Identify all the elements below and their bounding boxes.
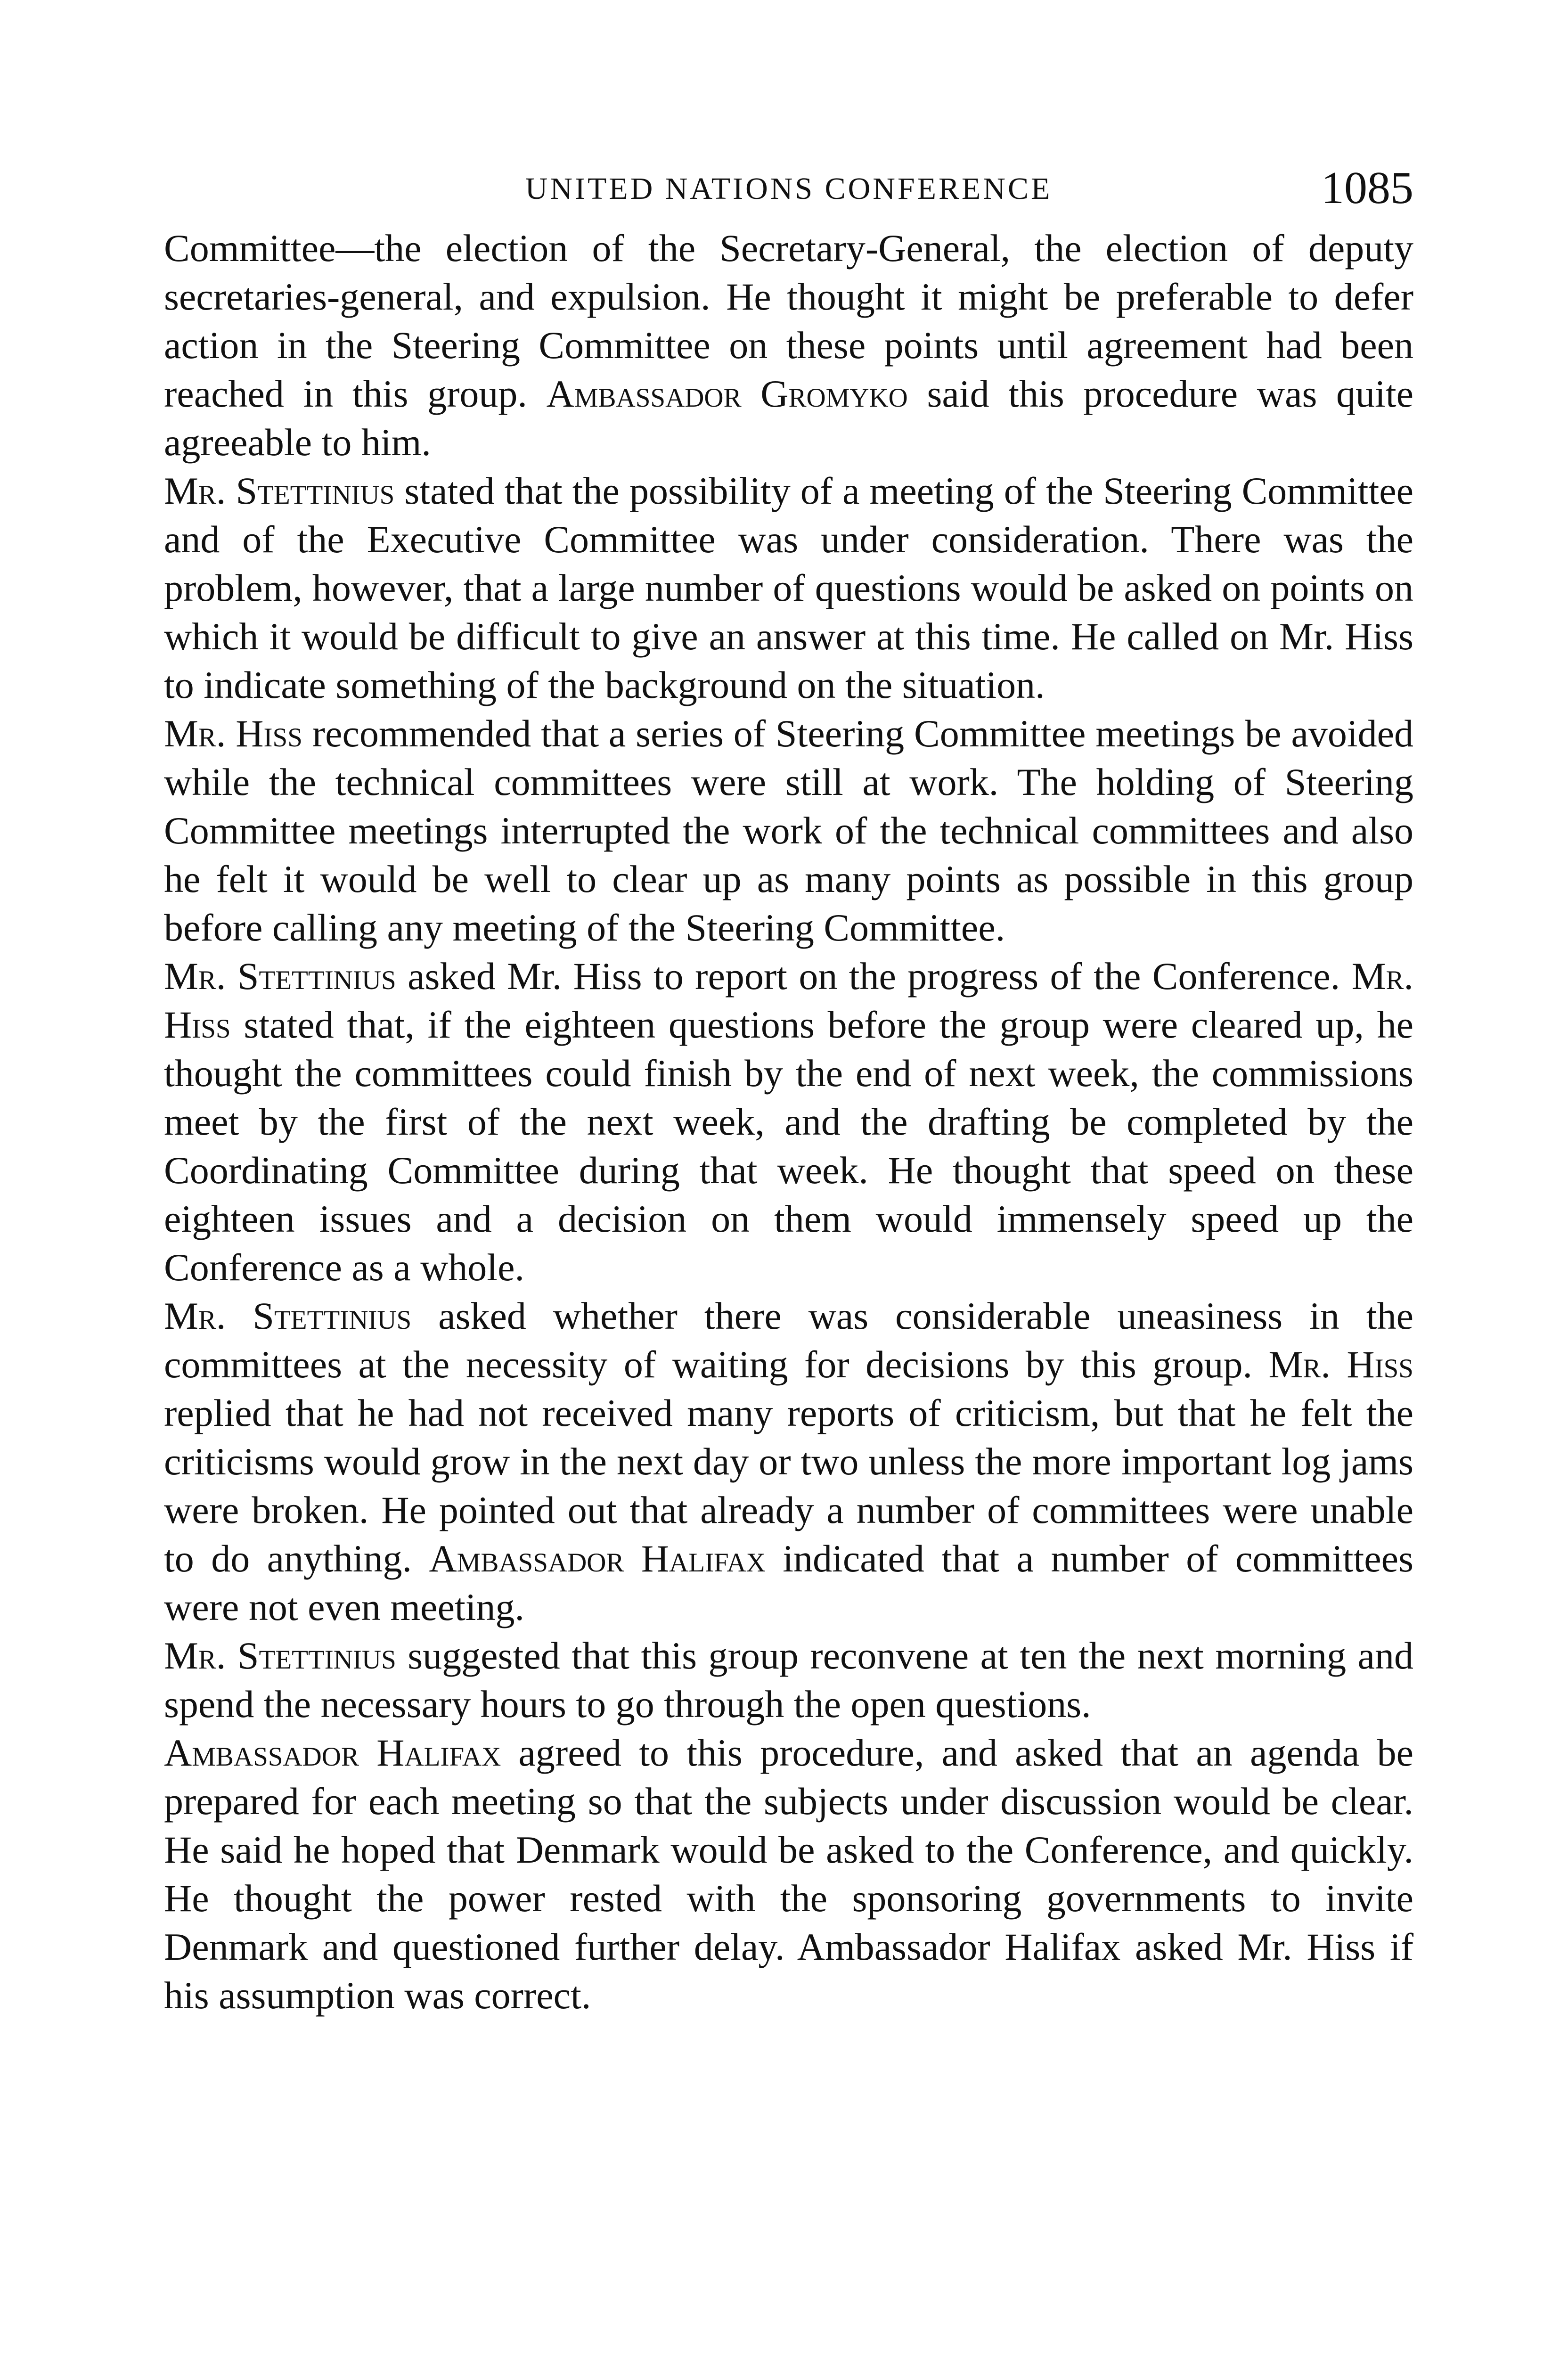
text-segment: Committee—the election of the Secretary-General, the election of deputy secretaries-general, and expulsion. He thought it might be preferable to defer action in the Steering Committee on these points until agreement had been reached in this group. bbox=[164, 227, 1413, 415]
text-segment: recommended that a series of Steering Committee meetings be avoided while the technical committees were still at work. The holding of Steering Committee meetings interrupted the work of the technical committees and also he felt it would be well to clear up as many points as possible in this group before calling any meeting of the Steering Committee. bbox=[164, 712, 1414, 949]
text-segment: indicated that a number of committees were not even meeting. bbox=[164, 1537, 1413, 1628]
paragraph-2 bbox=[164, 466, 1413, 709]
paragraph-6 bbox=[164, 1631, 1413, 1728]
paragraph-3 bbox=[164, 709, 1413, 952]
speaker-name: Mr. Stettinius bbox=[164, 1634, 396, 1677]
paragraph-1 bbox=[164, 224, 1413, 466]
speaker-name: Mr. Stettinius bbox=[164, 1294, 412, 1337]
speaker-name: Mr. Stettinius bbox=[164, 955, 396, 998]
text-segment: asked whether there was considerable uneasiness in the committees at the necessity of waiting for decisions by this group. bbox=[164, 1294, 1414, 1386]
text-segment: asked Mr. Hiss to report on the progress of the Conference. bbox=[396, 955, 1352, 998]
text-segment: stated that the possibility of a meeting of the Steering Committee and of the Executive Committee was under consideration. There was the problem, however, that a large number of questions would be asked on points on which it would be difficult to give an answer at this time. He called on Mr. Hiss to indicate something of the background on the situation. bbox=[164, 469, 1414, 706]
text-segment: replied that he had not received many reports of criticism, but that he felt the criticisms would grow in the next day or two unless the more important log jams were broken. He pointed out that already a number of committees were unable to do anything. bbox=[164, 1391, 1413, 1580]
page-number: 1085 bbox=[1321, 163, 1413, 213]
running-header bbox=[164, 158, 1413, 224]
speaker-name: Mr. Hiss bbox=[164, 712, 302, 755]
speaker-name: Ambassador Gromyko bbox=[546, 372, 908, 415]
text-segment: stated that, if the eighteen questions before the group were cleared up, he thought the committees could finish by the end of next week, the commissions meet by the first of the next week, and the drafting be completed by the Coordinating Committee during that week. He thought that speed on these eighteen issues and a decision on them would immensely speed up the Conference as a whole. bbox=[164, 1003, 1413, 1289]
speaker-name: Mr. Hiss bbox=[164, 955, 1413, 1046]
paragraph-4 bbox=[164, 952, 1413, 1292]
text-segment: said this procedure was quite agreeable to him. bbox=[164, 372, 1413, 464]
running-title: UNITED NATIONS CONFERENCE bbox=[525, 172, 1053, 206]
paragraph-7 bbox=[164, 1728, 1413, 2020]
speaker-name: Ambassador Halifax bbox=[164, 1731, 501, 1774]
speaker-name: Mr. Stettinius bbox=[164, 469, 395, 512]
paragraph-5 bbox=[164, 1292, 1413, 1631]
speaker-name: Ambassador Halifax bbox=[429, 1537, 766, 1580]
speaker-name: Mr. Hiss bbox=[1268, 1343, 1414, 1386]
text-segment: agreed to this procedure, and asked that an agenda be prepared for each meeting so that the subjects under discussion would be clear. He said he hoped that Denmark would be asked to the Conference, and quickly. He thought the power rested with the sponsoring governments to invite Denmark and questioned further delay. Ambassador Halifax asked Mr. Hiss if his assumption was correct. bbox=[164, 1731, 1413, 2017]
document-page bbox=[164, 158, 1413, 2020]
body-text bbox=[164, 224, 1413, 2020]
text-segment: suggested that this group reconvene at ten the next morning and spend the necessary hours to go through the open questions. bbox=[164, 1634, 1413, 1726]
